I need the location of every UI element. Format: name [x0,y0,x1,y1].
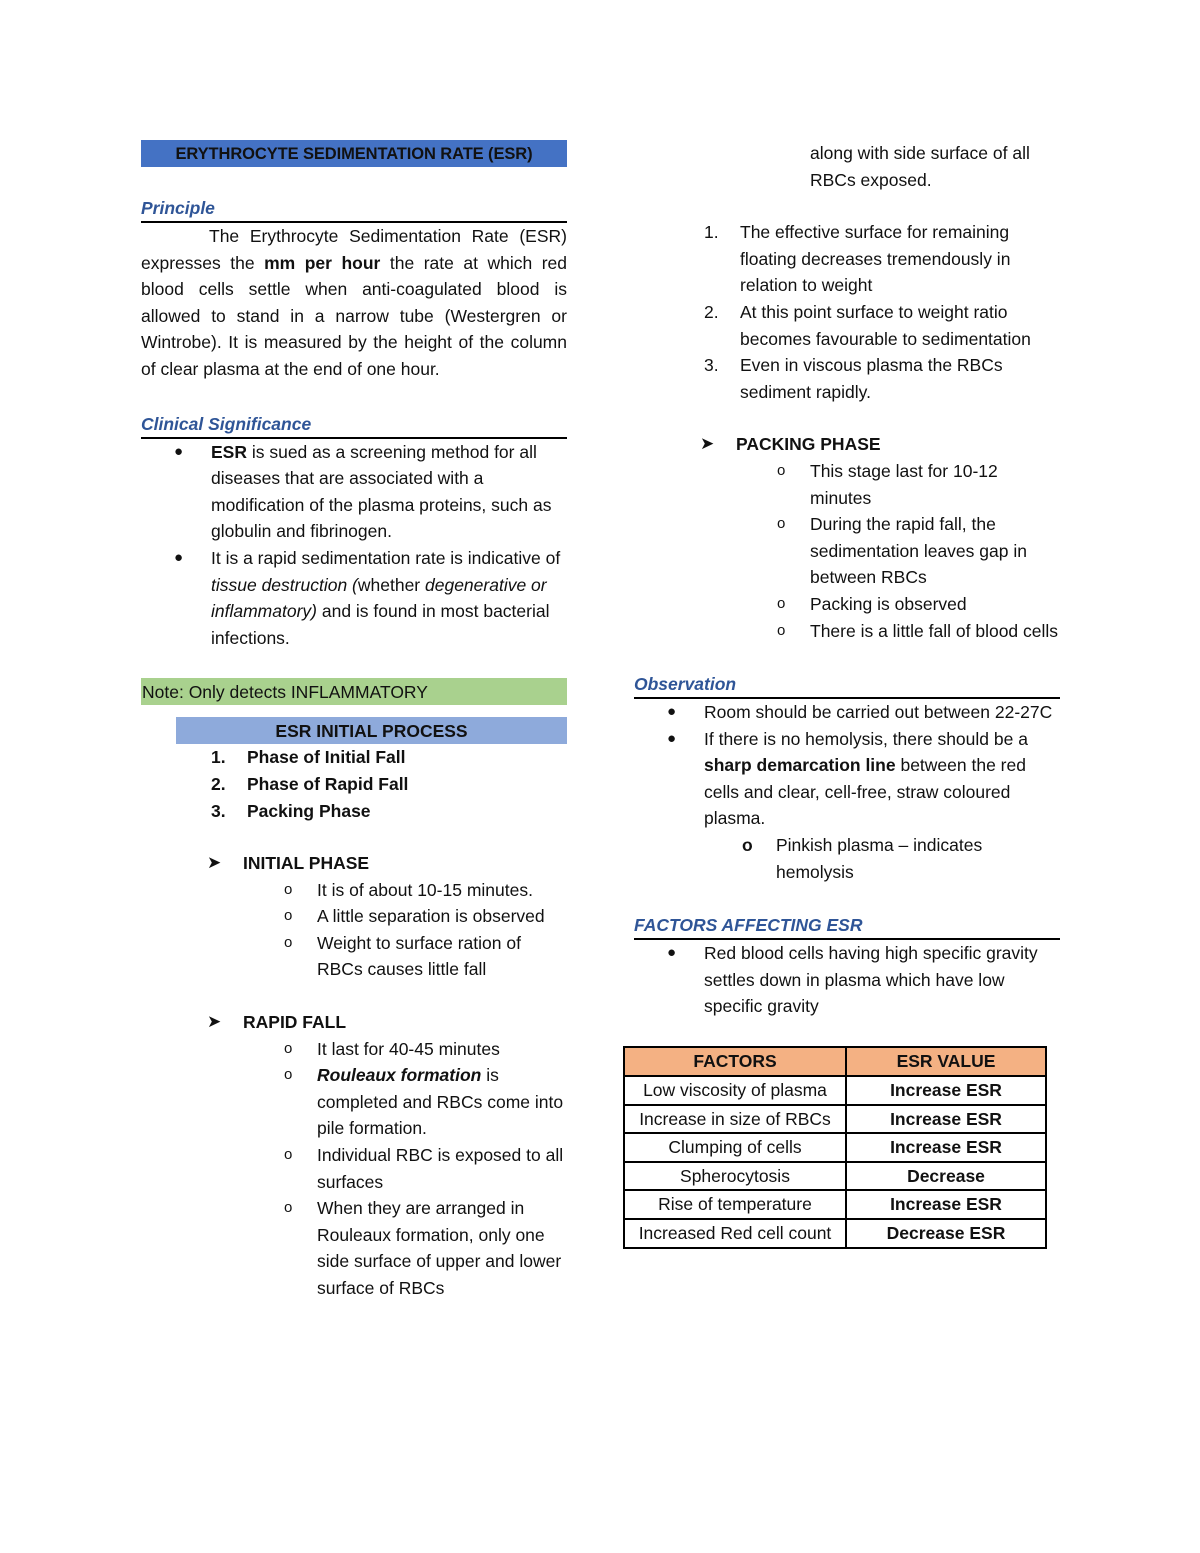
clinical-list [141,439,567,652]
list-item: o It is of about 10-15 minutes. [141,877,567,904]
table-row [624,1105,1046,1134]
circle-bullet-icon: o [284,907,293,925]
bullet-icon: ● [667,944,677,962]
table-cell: Increased Red cell count [624,1219,846,1248]
list-item: o Pinkish plasma – indicates hemolysis [634,832,1060,885]
list-item: o When they are arranged in Rouleaux formation, only one side surface of upper and lower surface of RBCs [141,1195,567,1301]
observation-heading: Observation [634,670,1060,699]
list-item: 1. The effective surface for remaining floating decreases tremendously in relation to weight [704,222,1011,296]
table-cell: Increase ESR [846,1190,1046,1219]
list-item: ● It is a rapid sedimentation rate is indicative of tissue destruction (whether degenerative or inflammatory) and is found in most bacterial infections. [141,545,567,651]
packing-phase-title: ➤ PACKING PHASE [634,431,1060,458]
table-cell: Low viscosity of plasma [624,1076,846,1105]
table-cell: Spherocytosis [624,1162,846,1191]
table-cell: Increase ESR [846,1133,1046,1162]
arrow-icon: ➤ [207,853,222,873]
right-column [634,140,1060,1249]
initial-phase-title: ➤ INITIAL PHASE [141,850,567,877]
list-item: 2. At this point surface to weight ratio becomes favourable to sedimentation [704,301,1031,349]
circle-bullet-icon: o [777,621,786,639]
arrow-icon: ➤ [700,434,715,454]
circle-bullet-icon: o [777,594,786,612]
observation-list [634,699,1060,832]
principle-paragraph: The Erythrocyte Sedimentation Rate (ESR) expresses the mm per hour the rate at which red blood cells settle when anti-coagulated blood is allowed to stand in a narrow tube (Westergren or Wintrobe). It is measured by the height of the column of clear plasma at the end of one hour. [141,226,568,379]
list-item: o A little separation is observed [141,903,567,930]
factors-heading: FACTORS AFFECTING ESR [634,911,1060,940]
circle-bullet-icon: o [284,1146,293,1164]
factors-list [634,940,1060,1020]
arrow-icon: ➤ [207,1012,222,1032]
list-item: 3. Even in viscous plasma the RBCs sediment rapidly. [704,355,1003,402]
circle-bullet-icon: o [284,933,293,951]
table-cell: Increase ESR [846,1105,1046,1134]
circle-bullet-icon: o [284,1039,293,1057]
table-row [624,1076,1046,1105]
table-row [624,1162,1046,1191]
circle-bullet-icon: o [777,515,786,533]
list-item: o It last for 40-45 minutes [141,1036,567,1063]
table-cell: Decrease [846,1162,1046,1191]
table-cell: Increase ESR [846,1076,1046,1105]
list-item: o Individual RBC is exposed to all surfaces [141,1142,567,1195]
table-cell: Increase in size of RBCs [624,1105,846,1134]
table-cell: Decrease ESR [846,1219,1046,1248]
initial-phase-list [141,877,567,983]
bullet-icon: ● [667,729,677,747]
list-item: ● ESR is sued as a screening method for all diseases that are associated with a modification of the plasma proteins, such as globulin and fibrinogen. [141,439,567,545]
note-banner: Note: Only detects INFLAMMATORY [141,678,567,705]
table-cell: Clumping of cells [624,1133,846,1162]
rapid-fall-numbered-list [634,219,1060,405]
rapid-fall-list [141,1036,567,1302]
circle-bullet-icon: o [777,461,786,479]
list-item: o Rouleaux formation is completed and RBCs come into pile formation. [141,1062,567,1142]
bullet-icon: ● [174,548,184,566]
rapid-fall-title: ➤ RAPID FALL [141,1009,567,1036]
principle-heading: Principle [141,194,567,223]
factors-table [623,1046,1047,1249]
list-item: o There is a little fall of blood cells [634,618,1060,645]
table-header-cell: ESR VALUE [846,1047,1046,1076]
circle-bullet-icon: o [284,1199,293,1217]
list-item: o During the rapid fall, the sedimentation leaves gap in between RBCs [634,511,1060,591]
table-row [624,1133,1046,1162]
bullet-icon: ● [667,703,677,721]
left-column [141,140,567,1302]
circle-bullet-icon: o [742,835,753,856]
observation-sub-list [634,832,1060,885]
bullet-icon: ● [174,442,184,460]
list-item: ● Red blood cells having high specific gravity settles down in plasma which have low specific gravity [634,940,1060,1020]
list-item: 3. Packing Phase [211,800,371,821]
table-header-cell: FACTORS [624,1047,846,1076]
continued-text: along with side surface of all RBCs exposed. [810,143,1030,190]
table-row [624,1190,1046,1219]
circle-bullet-icon: o [284,880,293,898]
list-item: o Weight to surface ration of RBCs causes little fall [141,930,567,983]
process-list [141,744,567,824]
list-item: ● If there is no hemolysis, there should be a sharp demarcation line between the red cells and clear, cell-free, straw coloured plasma. [634,726,1060,832]
list-item: 1. Phase of Initial Fall [211,747,406,768]
table-row [624,1219,1046,1248]
list-item: o Packing is observed [634,591,1060,618]
circle-bullet-icon: o [284,1066,293,1084]
list-item: 2. Phase of Rapid Fall [211,773,409,794]
table-cell: Rise of temperature [624,1190,846,1219]
list-item: o This stage last for 10-12 minutes [634,458,1060,511]
clinical-significance-heading: Clinical Significance [141,410,567,439]
document-title: ERYTHROCYTE SEDIMENTATION RATE (ESR) [141,140,567,167]
packing-phase-list [634,458,1060,644]
process-heading: ESR INITIAL PROCESS [176,717,567,744]
table-header-row [624,1047,1046,1076]
list-item: ● Room should be carried out between 22-27C [634,699,1060,726]
